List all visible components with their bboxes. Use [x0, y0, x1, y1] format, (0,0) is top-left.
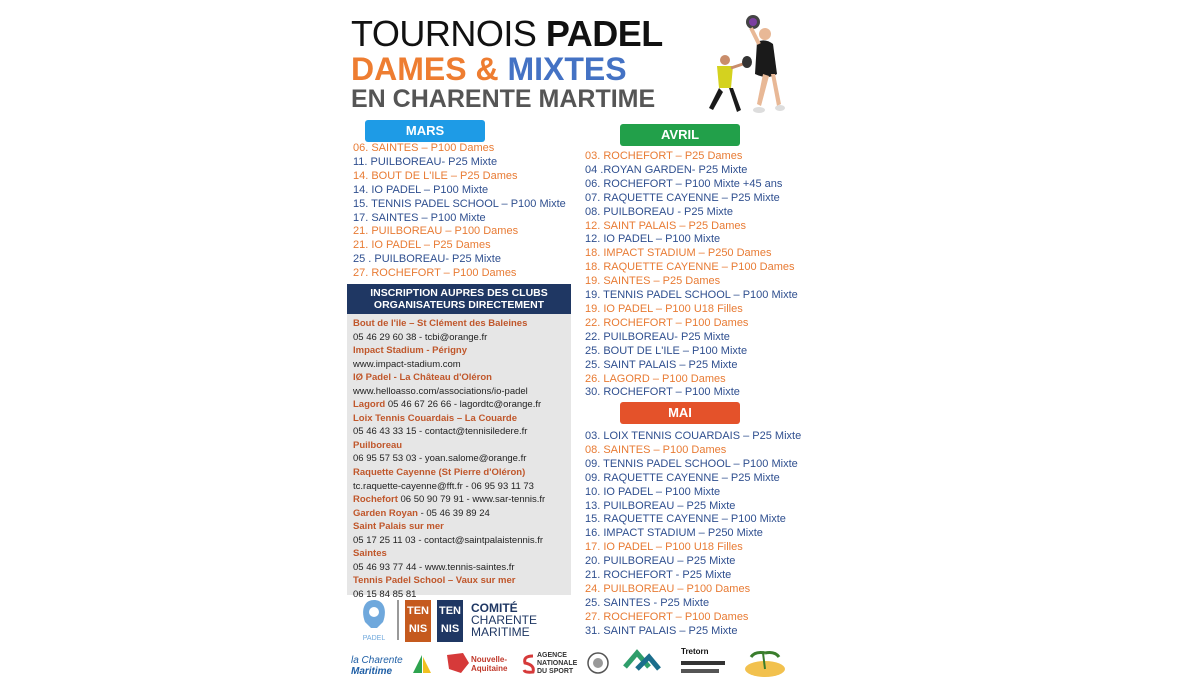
club-contact: 05 46 67 26 66 - lagordtc@orange.fr	[385, 399, 542, 411]
month-banner-avril: AVRIL	[620, 124, 740, 146]
club-contact-line	[353, 452, 565, 466]
charente-maritime-logo: la Charente Maritime	[351, 655, 403, 677]
tournament-item: 13. PUILBOREAU – P25 Mixte	[585, 499, 736, 512]
sail-icon	[411, 653, 433, 675]
padel-players-illustration	[695, 12, 785, 130]
club-name: Saintes	[353, 548, 387, 560]
club-contact-line	[353, 466, 565, 480]
tournament-item: 09. TENNIS PADEL SCHOOL – P100 Mixte	[585, 457, 798, 470]
inscription-header: INSCRIPTION AUPRES DES CLUBS ORGANISATEURS DIRECTEMENT	[347, 284, 571, 314]
tournament-item: 27. ROCHEFORT – P100 Dames	[585, 610, 749, 623]
tournament-item: 26. LAGORD – P100 Dames	[585, 372, 726, 385]
svg-text:PADEL: PADEL	[362, 635, 386, 642]
tournament-item: 08. SAINTES – P100 Dames	[585, 443, 727, 456]
federation-logos	[357, 598, 577, 642]
agence-nationale-sport-logo: AGENCE NATIONALE DU SPORT	[537, 652, 578, 675]
tournament-item: 15. TENNIS PADEL SCHOOL – P100 Mixte	[353, 197, 566, 210]
tournament-item: 17. IO PADEL – P100 U18 Filles	[585, 541, 743, 554]
tournament-item: 27. ROCHEFORT – P100 Dames	[353, 267, 517, 280]
tournament-item: 20. PUILBOREAU – P25 Mixte	[585, 555, 736, 568]
tournament-item: 14. BOUT DE L'ILE – P25 Dames	[353, 169, 518, 182]
club-contact: 06 95 57 53 03 - yoan.salome@orange.fr	[353, 453, 527, 465]
tournament-item: 24. PUILBOREAU – P100 Dames	[585, 582, 751, 595]
club-contact-line	[353, 331, 565, 345]
tournament-item: 12. SAINT PALAIS – P25 Dames	[585, 219, 747, 232]
club-contact-line	[353, 534, 565, 548]
tournament-item: 11. PUILBOREAU- P25 Mixte	[353, 155, 498, 168]
inscription-box	[347, 284, 571, 600]
club-contact-line	[353, 480, 565, 494]
tournament-item: 16. IMPACT STADIUM – P250 Mixte	[585, 527, 763, 540]
tournament-item: 25. SAINTES - P25 Mixte	[585, 596, 710, 609]
club-contact-line	[353, 439, 565, 453]
tournament-item: 03. LOIX TENNIS COUARDAIS – P25 Mixte	[585, 430, 802, 442]
sponsor-mark	[681, 661, 725, 665]
sponsor-logos	[351, 645, 801, 683]
tournament-poster	[345, 0, 815, 689]
tournament-item: 04 .ROYAN GARDEN- P25 Mixte	[585, 163, 748, 176]
tournament-item: 18. RAQUETTE CAYENNE – P100 Dames	[585, 261, 795, 274]
tournament-item: 25 . PUILBOREAU- P25 Mixte	[353, 253, 501, 266]
island-event-icon	[743, 647, 787, 679]
club-contact: 05 46 43 33 15 - contact@tennisiledere.fr	[353, 426, 528, 438]
ans-icon	[521, 653, 537, 675]
club-contact: tc.raquette-cayenne@fft.fr - 06 95 93 11 73	[353, 480, 534, 492]
sponsor-mark	[681, 669, 719, 673]
tournament-item: 09. RAQUETTE CAYENNE – P25 Mixte	[585, 471, 780, 484]
tournament-item: 19. TENNIS PADEL SCHOOL – P100 Mixte	[585, 289, 798, 302]
club-contact-line	[353, 547, 565, 561]
tournament-item: 19. IO PADEL – P100 U18 Filles	[585, 302, 743, 315]
club-contact: 05 17 25 11 03 - contact@saintpalaistennis.fr	[353, 534, 544, 546]
credit-agricole-icon	[619, 647, 663, 679]
club-name: Bout de l'ile – St Clément des Baleines	[353, 318, 528, 329]
club-contact-line	[353, 493, 565, 507]
club-name: Impact Stadium - Périgny	[353, 345, 468, 357]
logo-divider	[397, 600, 399, 640]
tretorn-logo: Tretorn	[681, 647, 725, 673]
tournament-item: 25. BOUT DE L'ILE – P100 Mixte	[585, 344, 748, 357]
club-name: Garden Royan	[353, 507, 418, 519]
tournament-item: 17. SAINTES – P100 Mixte	[353, 211, 486, 224]
club-contact-line	[353, 520, 565, 534]
comite-charente-maritime-logo: COMITÉ CHARENTE MARITIME	[471, 601, 538, 639]
club-name: Puilboreau	[353, 439, 403, 451]
club-contact: - 05 46 39 89 24	[417, 507, 490, 519]
tournament-item: 19. SAINTES – P25 Dames	[585, 275, 721, 288]
title-line-1: TOURNOIS PADEL	[351, 13, 663, 54]
tournament-item: 22. PUILBOREAU- P25 Mixte	[585, 330, 730, 343]
club-name: Raquette Cayenne (St Pierre d'Oléron)	[353, 467, 526, 479]
club-crest-icon	[586, 651, 610, 677]
tournament-item: 14. IO PADEL – P100 Mixte	[353, 183, 489, 196]
club-contact-line	[353, 358, 565, 372]
club-contact: www.impact-stadium.com	[353, 358, 461, 370]
month-banner-mai: MAI	[620, 402, 740, 424]
tournament-item: 21. ROCHEFORT - P25 Mixte	[585, 569, 732, 582]
tournament-item: 18. IMPACT STADIUM – P250 Dames	[585, 247, 772, 260]
club-contact-line	[353, 398, 565, 412]
club-contact-line	[353, 425, 565, 439]
ffp-tennis-logo: TEN NIS	[405, 600, 431, 642]
club-contact: www.helloasso.com/associations/io-padel	[353, 385, 528, 397]
tournament-item: 21. PUILBOREAU – P100 Dames	[353, 225, 519, 238]
mars-tournament-list	[353, 142, 566, 281]
club-contact-line	[353, 385, 565, 399]
club-contact-line	[353, 574, 565, 588]
club-name: Rochefort	[353, 494, 398, 506]
club-contact-line	[353, 344, 565, 358]
title-line-3: EN CHARENTE MARTIME	[351, 85, 656, 113]
club-name: Lagord	[353, 399, 386, 411]
club-name: IØ Padel - La Château d'Oléron	[353, 372, 492, 384]
club-name: Saint Palais sur mer	[353, 521, 444, 533]
tournament-item: 06. ROCHEFORT – P100 Mixte +45 ans	[585, 177, 783, 190]
club-contact: 06 15 84 85 81	[353, 588, 417, 600]
tournament-item: 31. SAINT PALAIS – P25 Mixte	[585, 624, 738, 637]
nouvelle-aquitaine-icon	[443, 651, 471, 675]
tournament-item: 22. ROCHEFORT – P100 Dames	[585, 316, 749, 329]
club-contact-list	[347, 314, 571, 604]
club-name: Tennis Padel School – Vaux sur mer	[353, 575, 516, 587]
padel-logo	[357, 598, 391, 642]
club-contact: 05 46 29 60 38 - tcbi@orange.fr	[353, 331, 488, 343]
tournament-item: 25. SAINT PALAIS – P25 Mixte	[585, 358, 738, 371]
club-contact: 05 46 93 77 44 - www.tennis-saintes.fr	[353, 561, 515, 573]
club-contact-line	[353, 371, 565, 385]
club-contact-line	[353, 561, 565, 575]
tournament-item: 12. IO PADEL – P100 Mixte	[585, 233, 721, 246]
month-banner-mars: MARS	[365, 120, 485, 142]
tournament-item: 21. IO PADEL – P25 Dames	[353, 239, 491, 252]
tournament-item: 30. ROCHEFORT – P100 Mixte	[585, 386, 740, 399]
tournament-item: 06. SAINTES – P100 Dames	[353, 142, 495, 154]
tournament-item: 07. RAQUETTE CAYENNE – P25 Mixte	[585, 191, 780, 204]
club-contact-line	[353, 317, 565, 331]
mai-tournament-list	[585, 430, 801, 639]
fft-tennis-logo: TEN NIS	[437, 600, 463, 642]
club-name: Loix Tennis Couardais – La Couarde	[353, 412, 517, 424]
club-contact-line	[353, 412, 565, 426]
avril-tournament-list	[585, 150, 798, 400]
club-contact: 06 50 90 79 91 - www.sar-tennis.fr	[397, 494, 546, 506]
tournament-item: 15. RAQUETTE CAYENNE – P100 Mixte	[585, 513, 786, 526]
nouvelle-aquitaine-logo: Nouvelle- Aquitaine	[471, 655, 508, 673]
tournament-item: 03. ROCHEFORT – P25 Dames	[585, 150, 743, 162]
club-contact-line	[353, 507, 565, 521]
tournament-item: 08. PUILBOREAU - P25 Mixte	[585, 205, 733, 218]
tournament-item: 10. IO PADEL – P100 Mixte	[585, 485, 721, 498]
title-line-2: DAMES & MIXTES	[351, 51, 627, 87]
